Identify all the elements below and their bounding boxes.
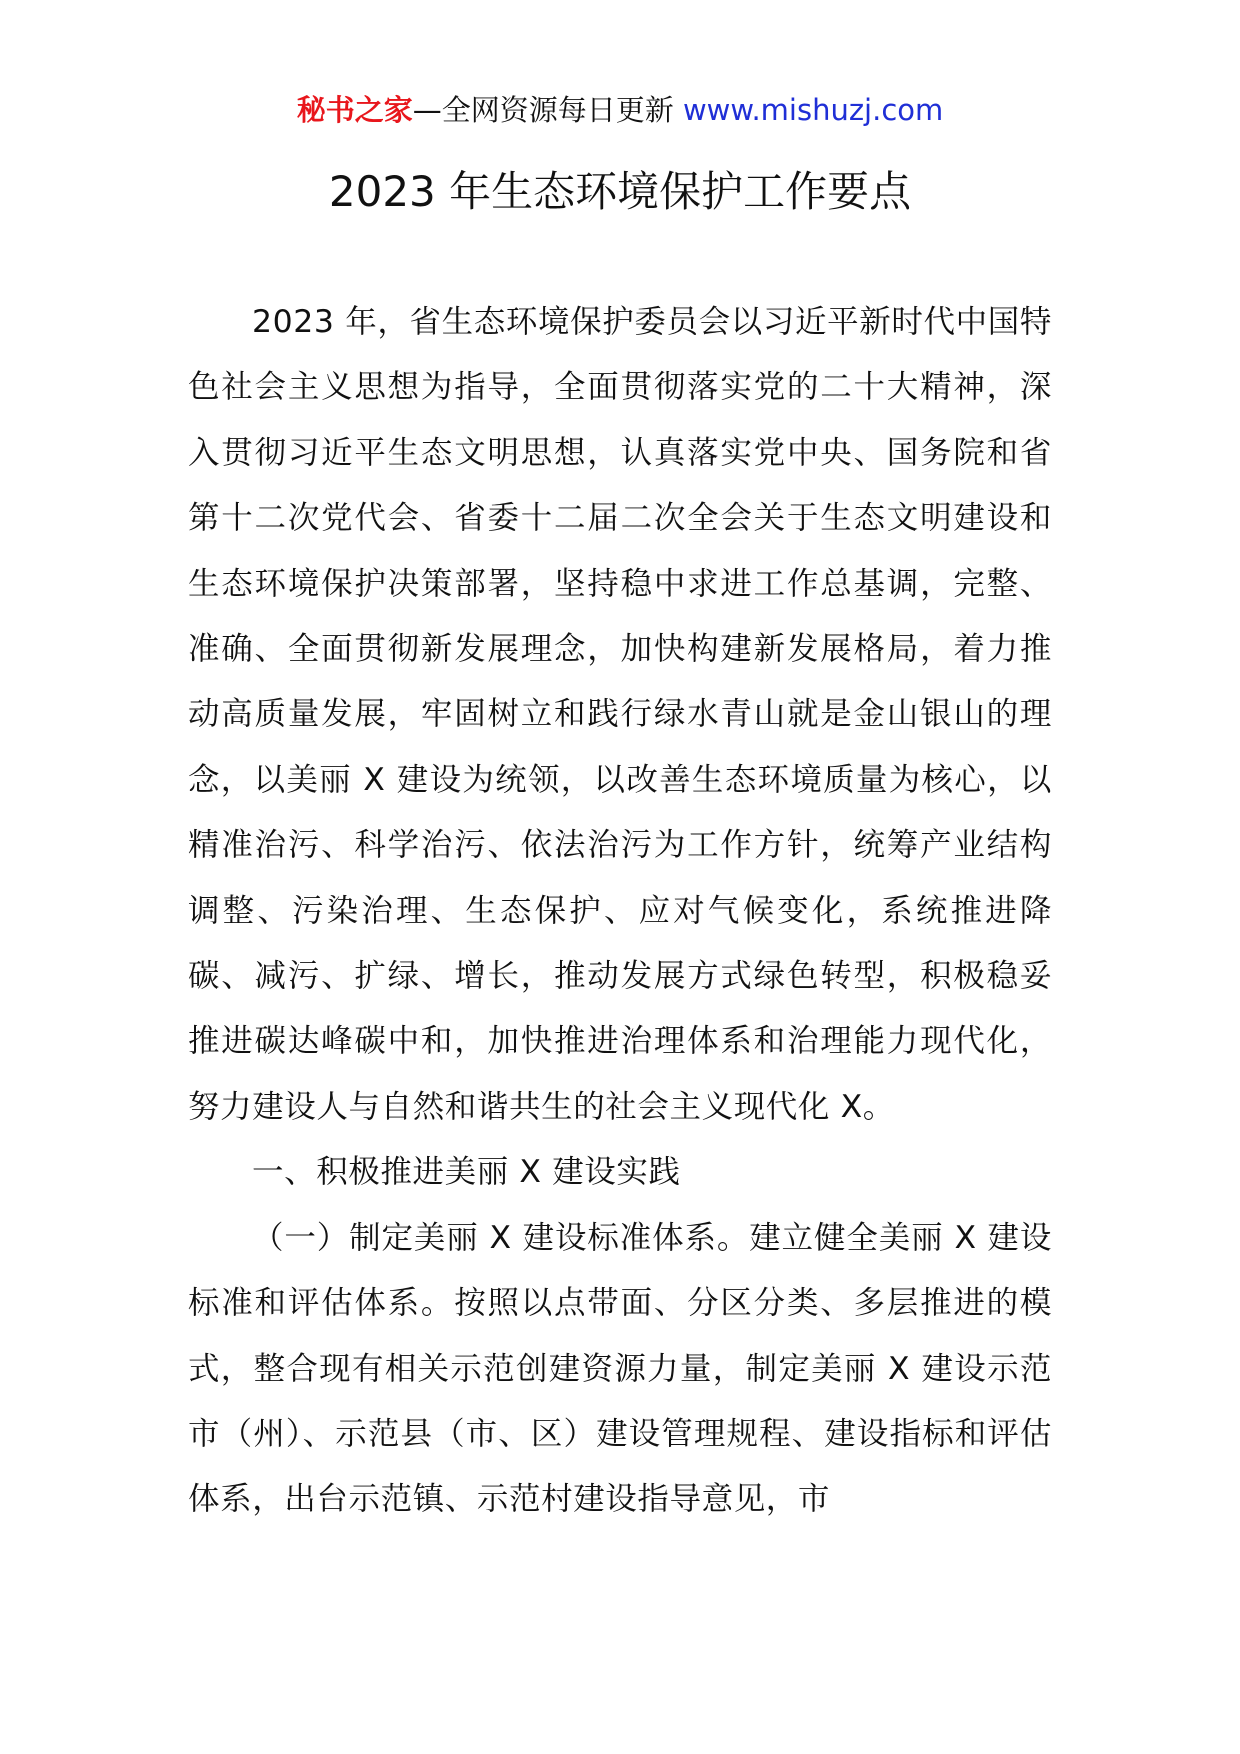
document-body xyxy=(188,290,1052,1533)
site-name: 秘书之家 xyxy=(296,93,413,127)
site-tagline: —全网资源每日更新 xyxy=(412,93,683,127)
document-title: 2023 年生态环境保护工作要点 xyxy=(328,167,912,216)
section-heading: 一、积极推进美丽 X 建设实践 xyxy=(252,1154,681,1191)
site-header xyxy=(0,90,1240,130)
intro-paragraph: 2023 年，省生态环境保护委员会以习近平新时代中国特色社会主义思想为指导，全面贯彻落实党的二十大精神，深入贯彻习近平生态文明思想，认真落实党中央、国务院和省第十二次党代会、省委十二届二次全会关于生态文明建设和生态环境保护决策部署，坚持稳中求进工作总基调，完整、准确、全面贯彻新发展理念，加快构建新发展格局，着力推动高质量发展，牢固树立和践行绿水青山就是金山银山的理念，以美丽 X 建设为统领，以改善生态环境质量为核心，以精准治污、科学治污、依法治污为工作方针，统筹产业结构调整、污染治理、生态保护、应对气候变化，系统推进降碳、减污、扩绿、增长，推动发展方式绿色转型，积极稳妥推进碳达峰碳中和，加快推进治理体系和治理能力现代化，努力建设人与自然和谐共生的社会主义现代化 X。 xyxy=(188,304,1052,1125)
subsection-paragraph: （一）制定美丽 X 建设标准体系。建立健全美丽 X 建设标准和评估体系。按照以点带面、分区分类、多层推进的模式，整合现有相关示范创建资源力量，制定美丽 X 建设示范市（州）、示范县（市、区）建设管理规程、建设指标和评估体系，出台示范镇、示范村建设指导意见，市 xyxy=(188,1219,1052,1518)
site-url-link[interactable]: www.mishuzj.com xyxy=(682,93,944,127)
